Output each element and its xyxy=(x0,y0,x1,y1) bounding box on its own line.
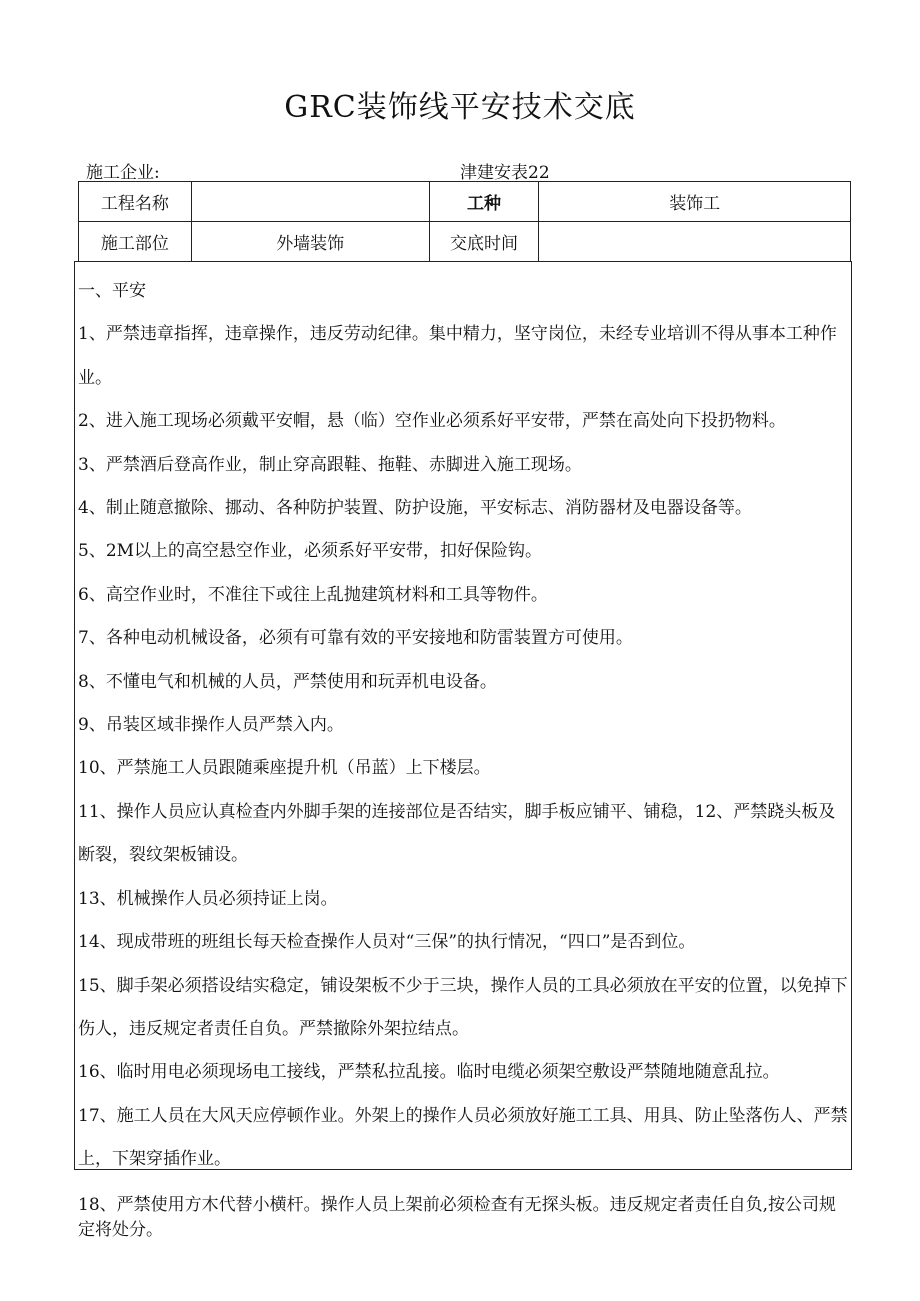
company-label: 施工企业: xyxy=(86,163,160,183)
list-item: 10、严禁施工人员跟随乘座提升机（吊蓝）上下楼层。 xyxy=(78,758,491,779)
list-item: 18、严禁使用方木代替小横杆。操作人员上架前必须检查有无探头板。违反规定者责任自负,按公司规定将处分。 xyxy=(78,1195,837,1240)
list-item: 13、机械操作人员必须持证上岗。 xyxy=(78,888,338,909)
list-item: 11、操作人员应认真检查内外脚手架的连接部位是否结实，脚手板应铺平、铺稳，12、严禁跷头板及断裂，裂纹架板铺设。 xyxy=(78,801,836,866)
list-item: 16、临时用电必须现场电工接线，严禁私拉乱接。临时电缆必须架空敷设严禁随地随意乱拉。 xyxy=(78,1062,780,1083)
list-item: 3、严禁酒后登高作业，制止穿高跟鞋、拖鞋、赤脚进入施工现场。 xyxy=(78,454,582,475)
table-row xyxy=(79,222,851,262)
document-title: GRC装饰线平安技术交底 xyxy=(284,90,636,125)
work-type-value: 装饰工 xyxy=(539,182,851,222)
table-row xyxy=(79,182,851,222)
briefing-time-label: 交底时间 xyxy=(429,222,539,262)
list-item: 1、严禁违章指挥，违章操作，违反劳动纪律。集中精力，坚守岗位，未经专业培训不得从事本工种作业。 xyxy=(78,324,837,388)
construction-part-label: 施工部位 xyxy=(79,222,192,262)
list-item: 14、现成带班的班组长每天检查操作人员对“三保”的执行情况，“四口”是否到位。 xyxy=(78,932,696,953)
list-item: 15、脚手架必须搭设结实稳定，铺设架板不少于三块，操作人员的工具必须放在平安的位置，以免掉下伤人，违反规定者责任自负。严禁撤除外架拉结点。 xyxy=(78,975,848,1039)
list-item: 7、各种电动机械设备，必须有可靠有效的平安接地和防雷装置方可使用。 xyxy=(78,628,633,649)
list-item: 17、施工人员在大风天应停顿作业。外架上的操作人员必须放好施工工具、用具、防止坠落伤人、严禁上，下架穿插作业。 xyxy=(78,1105,848,1170)
list-item: 8、不懂电气和机械的人员，严禁使用和玩弄机电设备。 xyxy=(78,671,497,692)
form-code: 津建安表22 xyxy=(460,163,550,183)
list-item: 2、进入施工现场必须戴平安帽，悬（临）空作业必须系好平安带，严禁在高处向下投扔物料。 xyxy=(78,411,786,432)
work-type-label: 工种 xyxy=(429,182,539,222)
list-item: 6、高空作业时，不准往下或往上乱抛建筑材料和工具等物件。 xyxy=(78,584,548,605)
trailing-content xyxy=(78,1193,850,1243)
construction-part-value: 外墙装饰 xyxy=(191,222,429,262)
list-item: 4、制止随意撤除、挪动、各种防护装置、防护设施，平安标志、消防器材及电器设备等。 xyxy=(78,498,752,519)
info-table xyxy=(78,181,851,262)
briefing-time-value xyxy=(539,222,851,262)
project-name-value xyxy=(191,182,429,222)
list-item: 5、2M以上的高空悬空作业，必须系好平安带，扣好保险钩。 xyxy=(78,541,543,562)
project-name-label: 工程名称 xyxy=(79,182,192,222)
safety-content xyxy=(78,270,850,1182)
list-item: 9、吊装区域非操作人员严禁入内。 xyxy=(78,715,344,736)
section-heading: 一、平安 xyxy=(78,281,146,301)
